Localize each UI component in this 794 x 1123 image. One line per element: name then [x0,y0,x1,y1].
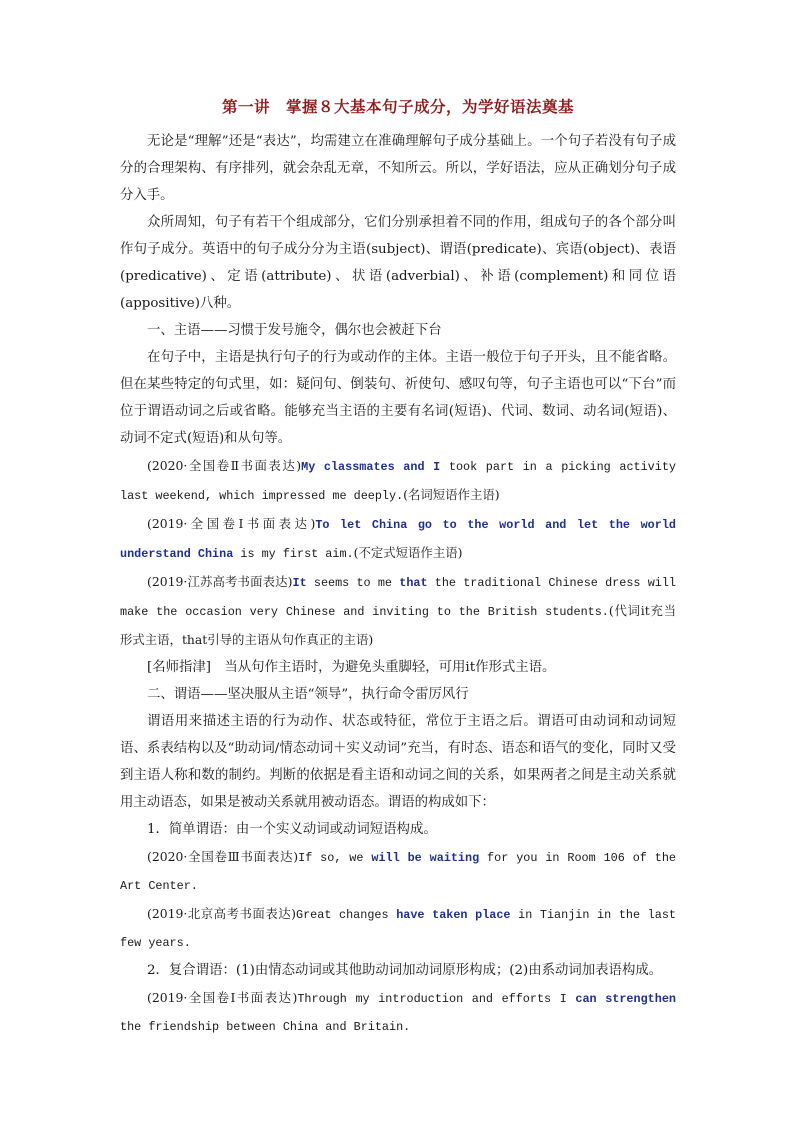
example-highlight: My classmates and I [301,460,441,474]
document-page [120,96,676,1041]
example-text: is my first aim. [233,547,354,561]
example-source: (2020·全国卷Ⅱ书面表达) [147,458,302,473]
example-text: for you in Room 106 of the Art Center. [120,851,676,893]
example-note: (名词短语作主语) [403,487,500,502]
example-highlight: have taken place [396,908,511,922]
example-sentence [120,984,676,1041]
section-body-predicate: 谓语用来描述主语的行为动作、状态或特征，常位于主语之后。谓语可由动词和动词短语、系表结构以及“助动词/情态动词＋实义动词”充当，有时态、语态和语气的变化，同时又受到主语人称和数的制约。判断的依据是看主语和动词之间的关系，如果两者之间是主动关系就用主动语态，如果是被动关系就用被动语态。谓语的构成如下： [120,714,676,810]
example-text: the traditional Chinese dress will make the occasion very Chinese and inviting to the British students. [120,576,677,619]
example-text: took part in a picking activity last weekend, which impressed me deeply. [120,460,677,503]
intro-paragraph-2: 众所周知，句子有若干个组成部分，它们分别承担着不同的作用，组成句子的各个部分叫作句子成分。英语中的句子成分分为主语(subject)、谓语(predicate)、宾语(object)、表语(predicative)、定语(attribute)、状语(adverbial)、补语(complement)和同位语(appositive)八种。 [120,215,676,311]
section-heading-predicate: 二、谓语——坚决服从主语“领导”，执行命令雷厉风行 [147,687,469,702]
page-title: 第一讲 掌握８大基本句子成分，为学好语法奠基 [221,97,574,116]
example-text: If so, we [298,851,372,865]
section-heading-subject: 一、主语——习惯于发号施令，偶尔也会被赶下台 [147,323,442,338]
example-text: in Tianjin in the last few years. [120,908,676,950]
example-highlight: will be waiting [371,851,480,865]
example-highlight: To let China go to the world and let the world understand China [120,518,676,561]
example-text: Great changes [296,908,397,922]
example-note: (不定式短语作主语) [353,545,463,560]
example-source: (2019·北京高考书面表达) [147,906,297,921]
example-source: (2019·全国卷Ⅰ书面表达) [147,990,298,1005]
example-source: (2019·全国卷Ⅰ书面表达) [147,516,316,531]
example-source: (2019·江苏高考书面表达) [147,574,293,589]
example-sentence [120,510,676,568]
example-sentence [120,452,676,510]
example-text: the friendship between China and Britain. [120,1020,411,1034]
example-sentence [120,843,676,900]
teacher-tip: [名师指津] 当从句作主语时，为避免头重脚轻，可用it作形式主语。 [147,660,556,675]
example-note: (代词it充当形式主语，that引导的主语从句作真正的主语) [120,603,676,647]
subheading-simple-predicate: 1．简单谓语：由一个实义动词或动词短语构成。 [147,822,437,837]
intro-paragraph-1: 无论是“理解”还是“表达”，均需建立在准确理解句子成分基础上。一个句子若没有句子成分的合理架构、有序排列，就会杂乱无章，不知所云。所以，学好语法，应从正确划分句子成分入手。 [120,134,676,203]
example-sentence [120,900,676,957]
section-body-subject: 在句子中，主语是执行句子的行为或动作的主体。主语一般位于句子开头，且不能省略。但在某些特定的句式里，如：疑问句、倒装句、祈使句、感叹句等，句子主语也可以“下台”而位于谓语动词之后或省略。能够充当主语的主要有名词(短语)、代词、数词、动名词(短语)、动词不定式(短语)和从句等。 [120,350,676,446]
example-highlight: It [292,576,307,590]
example-sentence [120,568,676,654]
example-highlight: can strengthen [575,992,676,1006]
example-text: seems to me [306,576,400,590]
example-highlight: that [399,576,428,590]
subheading-compound-predicate: 2．复合谓语：(1)由情态动词或其他助动词加动词原形构成；(2)由系动词加表语构成。 [147,963,663,978]
example-text: Through my introduction and efforts I [297,992,576,1006]
example-source: (2020·全国卷Ⅲ书面表达) [147,849,299,864]
